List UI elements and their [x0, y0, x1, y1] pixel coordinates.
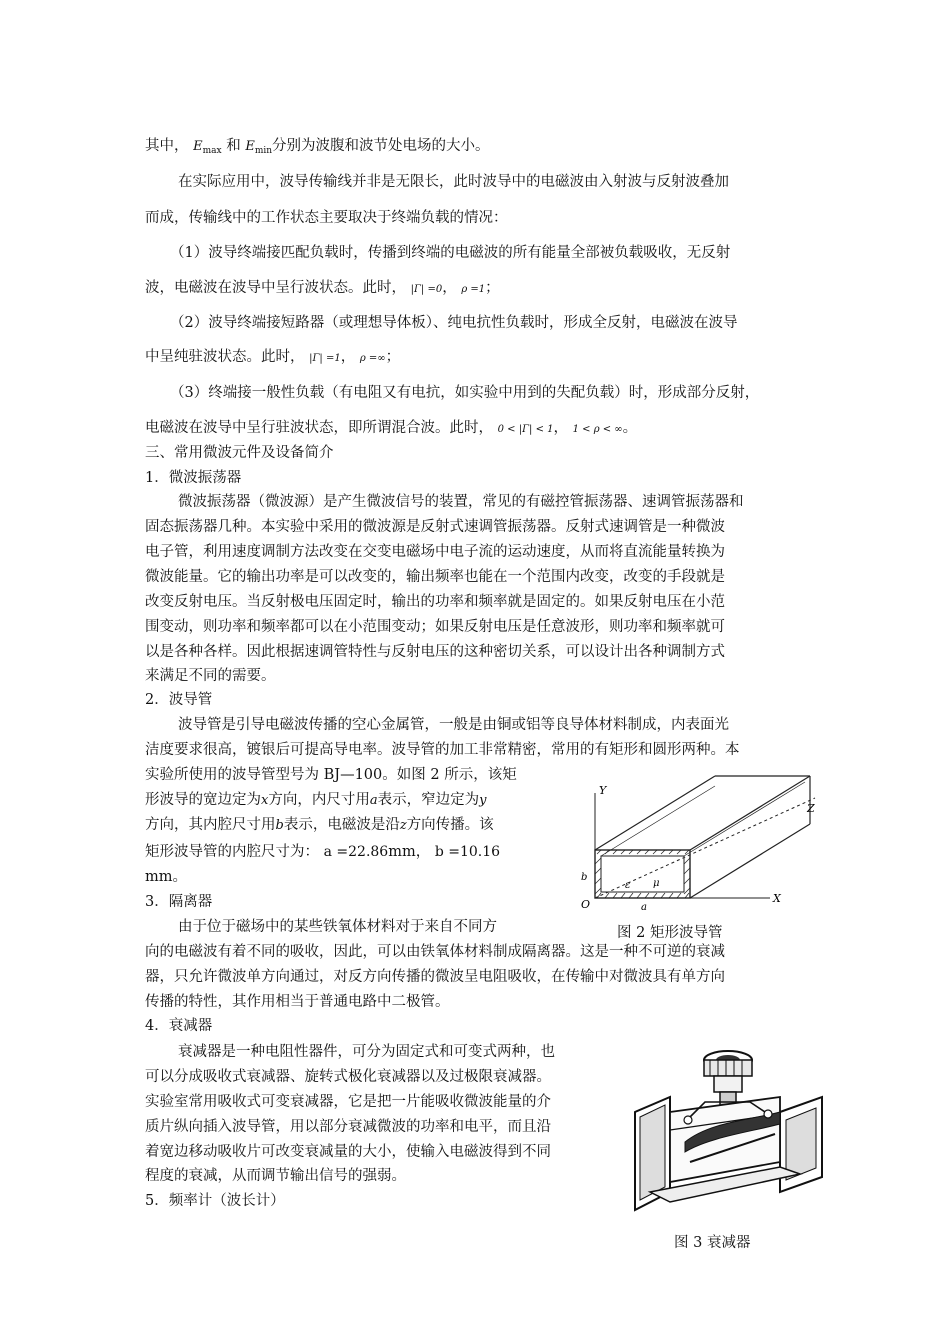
text-line: 形波导的宽边定为x方向，内尺寸用a表示，窄边定为y [145, 792, 487, 808]
text-line: 波，电磁波在波导中呈行波状态。此时， |Γ| =0， ρ =1； [145, 280, 500, 296]
text-span: 分别为波腹和波节处电场的大小。 [272, 138, 490, 154]
paragraph-line: （3）终端接一般性负载（有电阻又有电抗，如实验中用到的失配负载）时，形成部分反射， [170, 385, 760, 401]
paragraph-line: 而成，传输线中的工作状态主要取决于终端负载的情况： [145, 210, 508, 226]
paragraph-line: 由于位于磁场中的某些铁氧体材料对于来自不同方 [178, 919, 497, 935]
formula-rho-range: 1 < ρ < ∞ [572, 424, 623, 435]
formula-a: a =22.86 [323, 844, 389, 860]
axis-label-z: Z [807, 802, 815, 815]
text-line [145, 136, 490, 161]
axis-label-x: X [773, 892, 781, 905]
waveguide-diagram [565, 768, 825, 918]
paragraph-line: （1）波导终端接匹配负载时，传播到终端的电磁波的所有能量全部被负载吸收，无反射 [170, 245, 731, 261]
axis-label-y: Y [599, 784, 607, 797]
paragraph-line: 实验所使用的波导管型号为 BJ—100。如图 2 所示，该矩 [145, 767, 517, 783]
paragraph-line: 程度的衰减，从而调节输出信号的强弱。 [145, 1168, 406, 1184]
paragraph-line: 微波振荡器（微波源）是产生微波信号的装置，常见的有磁控管振荡器、速调管振荡器和 [178, 494, 744, 510]
formula-b: b =10.16 [434, 844, 501, 860]
paragraph-line: 衰减器是一种电阻性器件，可分为固定式和可变式两种，也 [178, 1044, 555, 1060]
subsection-heading: 1．微波振荡器 [145, 470, 242, 486]
var-b: b [275, 818, 284, 833]
subsection-heading: 5．频率计（波长计） [145, 1193, 285, 1209]
var-x: x [261, 793, 269, 808]
text-span: 其中， [145, 138, 189, 154]
subsection-heading: 4．衰减器 [145, 1018, 213, 1034]
text-line: 方向，其内腔尺寸用b表示，电磁波是沿z方向传播。该 [145, 817, 494, 833]
var-z: z [399, 818, 407, 833]
text-line: 电磁波在波导中呈行驻波状态，即所谓混合波。此时， 0 < |Γ| < 1， 1 < ρ < ∞。 [145, 420, 638, 436]
paragraph-line: 固态振荡器几种。本实验中采用的微波源是反射式速调管振荡器。反射式速调管是一种微波 [145, 519, 725, 535]
paragraph-line: mm。 [145, 869, 187, 885]
figure2-caption: 图 2 矩形波导管 [617, 925, 723, 941]
paragraph-line: 改变反射电压。当反射极电压固定时，输出的功率和频率就是固定的。如果反射电压在小范 [145, 594, 725, 610]
subsection-heading: 3．隔离器 [145, 894, 213, 910]
paragraph-line: 洁度要求很高，镀银后可提高导电率。波导管的加工非常精密，常用的有矩形和圆形两种。本 [145, 742, 740, 758]
var-a: a [369, 793, 378, 808]
paragraph-line: 来满足不同的需要。 [145, 668, 276, 684]
paragraph-line: 可以分成吸收式衰减器、旋转式极化衰减器以及过极限衰减器。 [145, 1069, 551, 1085]
paragraph-line: 微波能量。它的输出功率是可以改变的，输出频率也能在一个范围内改变，改变的手段就是 [145, 569, 725, 585]
paragraph-line: 以是各种各样。因此根据速调管特性与反射电压的这种密切关系，可以设计出各种调制方式 [145, 644, 725, 660]
paragraph-line: 电子管，利用速度调制方法改变在交变电磁场中电子流的运动速度，从而将直流能量转换为 [145, 544, 725, 560]
paragraph-line: 波导管是引导电磁波传播的空心金属管，一般是由铜或铝等良导体材料制成，内表面光 [178, 717, 729, 733]
figure-rectangular-waveguide [565, 768, 825, 918]
paragraph-line: 器，只允许微波单方向通过，对反方向传播的微波呈电阻吸收，在传输中对微波具有单方向 [145, 969, 725, 985]
paragraph-line: 向的电磁波有着不同的吸收，因此，可以由铁氧体材料制成隔离器。这是一种不可逆的衰减 [145, 944, 725, 960]
paragraph-line: （2）波导终端接短路器（或理想导体板）、纯电抗性负载时，形成全反射，电磁波在波导 [170, 315, 738, 331]
text-line: 中呈纯驻波状态。此时， |Γ| =1， ρ =∞； [145, 349, 401, 365]
label-epsilon: ε [625, 880, 631, 891]
dim-label-a: a [641, 902, 647, 913]
paragraph-line: 在实际应用中，波导传输线并非是无限长，此时波导中的电磁波由入射波与反射波叠加 [178, 174, 729, 190]
var-y: y [479, 793, 487, 808]
section-heading: 三、常用微波元件及设备简介 [145, 445, 334, 461]
text-line: 矩形波导管的内腔尺寸为： a =22.86mm， b =10.16 [145, 844, 501, 860]
formula-gamma-1: |Γ| =1 [309, 353, 341, 364]
attenuator-drawing [630, 1042, 830, 1222]
formula-emax: $E_{max}$ [193, 139, 222, 156]
formula-rho-1: ρ =1 [461, 284, 486, 295]
origin-label: O [581, 898, 591, 911]
paragraph-line: 质片纵向插入波导管，用以部分衰减微波的功率和电平，而且沿 [145, 1119, 551, 1135]
dim-label-b: b [581, 872, 588, 883]
paragraph-line: 实验室常用吸收式可变衰减器，它是把一片能吸收微波能量的介 [145, 1094, 551, 1110]
figure3-caption: 图 3 衰减器 [674, 1235, 751, 1251]
paragraph-line: 传播的特性，其作用相当于普通电路中二极管。 [145, 994, 450, 1010]
formula-gamma-range: 0 < |Γ| < 1 [497, 424, 554, 435]
formula-emin: $E_{min}$ [245, 139, 273, 156]
paragraph-line: 着宽边移动吸收片可改变衰减量的大小，使输入电磁波得到不同 [145, 1144, 551, 1160]
formula-gamma-0: |Γ| =0 [410, 284, 443, 295]
paragraph-line: 围变动，则功率和频率都可以在小范围变动；如果反射电压是任意波形，则功率和频率就可 [145, 619, 725, 635]
formula-rho-inf: ρ =∞ [359, 353, 386, 364]
subsection-heading: 2．波导管 [145, 692, 213, 708]
label-mu: μ [653, 878, 660, 889]
text-span: 和 [226, 138, 241, 154]
figure-attenuator [630, 1042, 830, 1222]
